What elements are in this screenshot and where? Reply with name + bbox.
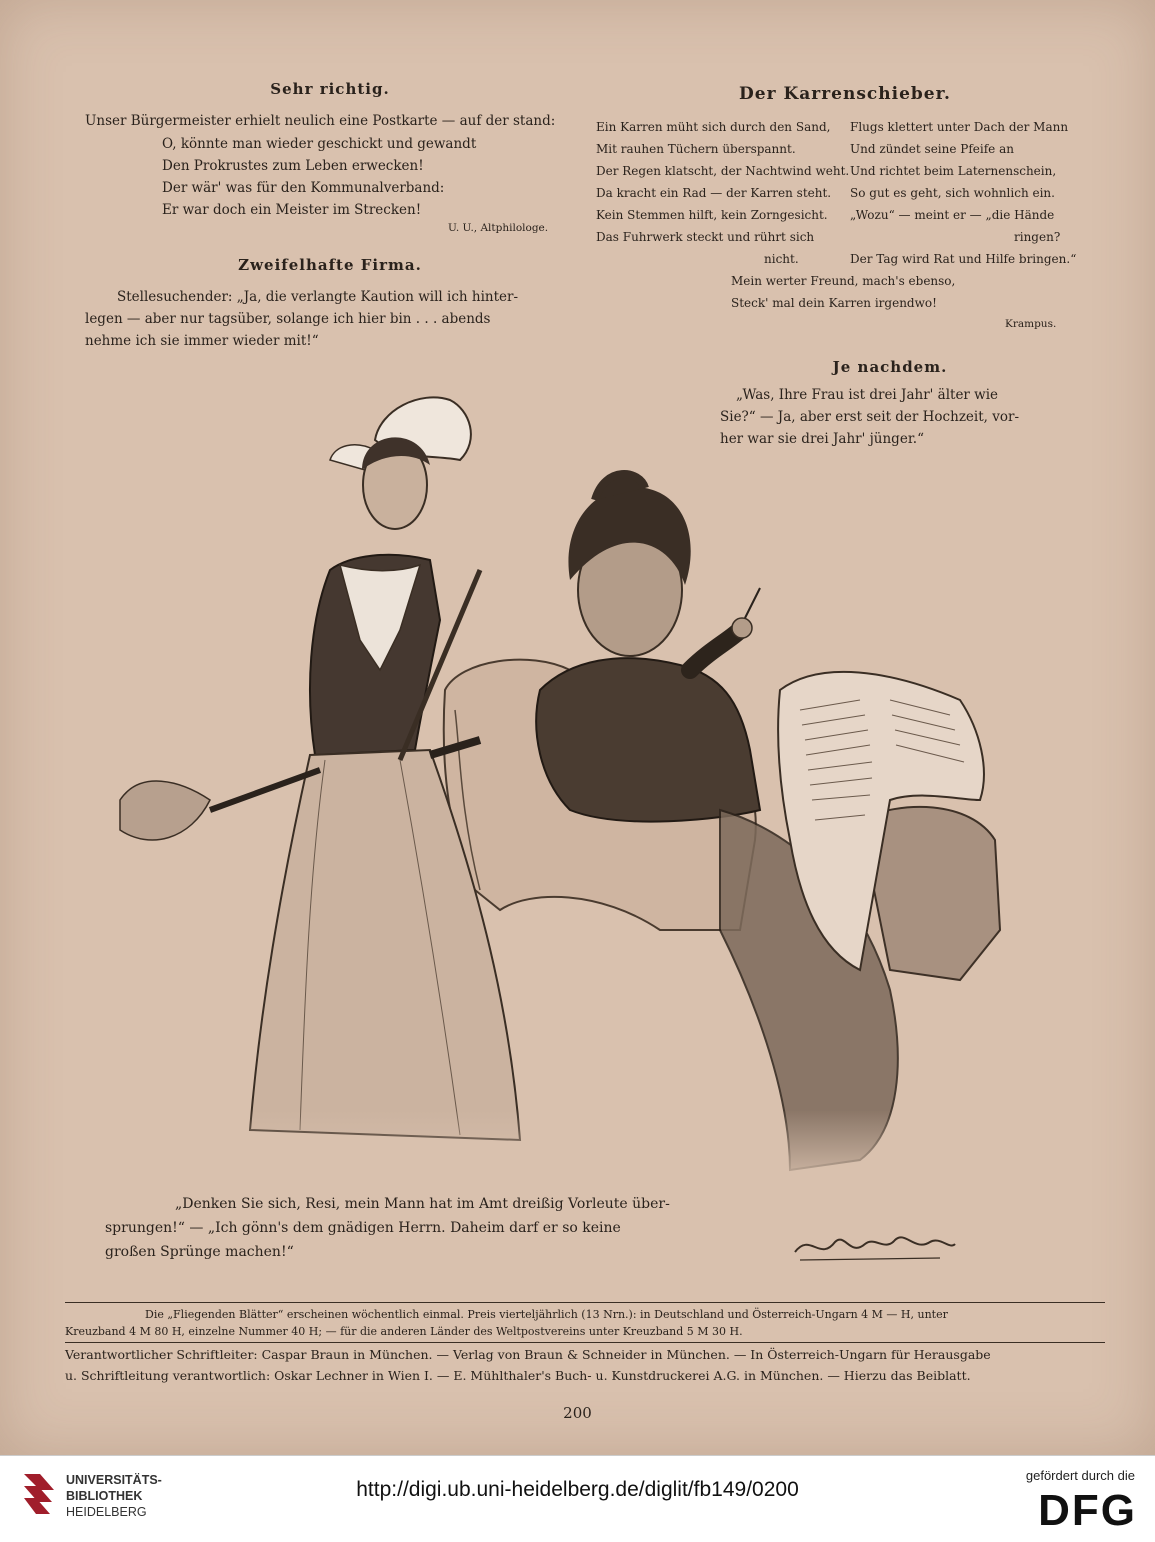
page-number: 200 xyxy=(563,1404,592,1422)
notice-line: Die „Fliegenden Blätter“ erscheinen wöchentlich einmal. Preis vierteljährlich (13 Nrn.): in Deutschland und Österreich-Ungarn 4 M — H, unter xyxy=(145,1308,948,1321)
verse-line: Kein Stemmen hilft, kein Zorngesicht. xyxy=(596,208,828,222)
verse-line: Und zündet seine Pfeife an xyxy=(850,142,1014,156)
illustration-caption xyxy=(105,1192,670,1264)
verse-right xyxy=(850,116,1076,270)
divider-top xyxy=(65,1302,1105,1303)
article-title-zweifelhafte-firma: Zweifelhafte Firma. xyxy=(238,256,422,274)
poem-line: Er war doch ein Meister im Strecken! xyxy=(162,202,422,218)
verse-line: Flugs klettert unter Dach der Mann xyxy=(850,120,1069,134)
poem-line: Den Prokrustes zum Leben erwecken! xyxy=(162,158,424,174)
poem-line: Der wär' was für den Kommunalverband: xyxy=(162,180,445,196)
dfg-logo[interactable]: DFG xyxy=(1038,1486,1137,1535)
caption-line: „Denken Sie sich, Resi, mein Mann hat im Amt dreißig Vorleute über- xyxy=(175,1196,670,1212)
article-body-firma xyxy=(85,286,518,352)
body-line: Sie?“ — Ja, aber erst seit der Hochzeit, vor- xyxy=(720,409,1020,425)
imprint-line: u. Schriftleitung verantwortlich: Oskar Lechner in Wien I. — E. Mühlthaler's Buch- u. Kunstdruckerei A.G. in München. — Hierzu das Beiblatt. xyxy=(65,1368,971,1383)
logo-line: UNIVERSITÄTS- xyxy=(66,1473,162,1487)
logo-line: BIBLIOTHEK xyxy=(66,1489,143,1503)
verse-line: ringen? xyxy=(1014,230,1061,244)
verse-line: nicht. xyxy=(764,252,799,266)
verse-line: „Wozu“ — meint er — „die Hände xyxy=(850,208,1055,222)
notice-line: Kreuzband 4 M 80 H, einzelne Nummer 40 H; — für die anderen Länder des Weltpostvereins unter Kreuzband 5 M 30 H. xyxy=(65,1325,743,1338)
verse-line: So gut es geht, sich wohnlich ein. xyxy=(850,186,1055,200)
subscription-notice xyxy=(65,1306,948,1340)
funded-by-label: gefördert durch die xyxy=(1025,1468,1135,1483)
illustration-maid-and-lady xyxy=(100,370,1090,1190)
body-line: legen — aber nur tagsüber, solange ich hier bin . . . abends xyxy=(85,311,491,327)
poem-block xyxy=(162,133,476,221)
article-title-sehr-richtig: Sehr richtig. xyxy=(270,80,390,98)
verse-left xyxy=(596,116,849,270)
body-line: Stellesuchender: „Ja, die verlangte Kaution will ich hinter- xyxy=(117,289,519,305)
body-line: nehme ich sie immer wieder mit!“ xyxy=(85,333,319,349)
caption-line: großen Sprünge machen!“ xyxy=(105,1244,294,1260)
article-title-karrenschieber: Der Karrenschieber. xyxy=(739,84,951,104)
permalink-url[interactable]: http://digi.ub.uni-heidelberg.de/diglit/fb149/0200 xyxy=(356,1478,799,1501)
verse-line: Da kracht ein Rad — der Karren steht. xyxy=(596,186,832,200)
artist-signature xyxy=(790,1222,960,1272)
body-line: her war sie drei Jahr' jünger.“ xyxy=(720,431,924,447)
divider-bottom xyxy=(65,1342,1105,1343)
verse-line: Mit rauhen Tüchern überspannt. xyxy=(596,142,796,156)
verse-line: Ein Karren müht sich durch den Sand, xyxy=(596,120,831,134)
imprint xyxy=(65,1344,991,1386)
logo-line: HEIDELBERG xyxy=(66,1505,147,1519)
poem-line: O, könnte man wieder geschickt und gewandt xyxy=(162,136,477,152)
verse-line: Und richtet beim Laternenschein, xyxy=(850,164,1057,178)
caption-line: sprungen!“ — „Ich gönn's dem gnädigen Herrn. Daheim darf er so keine xyxy=(105,1220,621,1236)
verse-line: Das Fuhrwerk steckt und rührt sich xyxy=(596,230,815,244)
verse-line: Steck' mal dein Karren irgendwo! xyxy=(731,296,937,310)
verse-line: Der Tag wird Rat und Hilfe bringen.“ xyxy=(850,252,1077,266)
article-intro: Unser Bürgermeister erhielt neulich eine Postkarte — auf der stand: xyxy=(85,113,556,129)
article-title-je-nachdem: Je nachdem. xyxy=(832,358,948,376)
imprint-line: Verantwortlicher Schriftleiter: Caspar Braun in München. — Verlag von Braun & Schneider in München. — In Österreich-Ungarn für Herausgabe xyxy=(65,1347,991,1362)
signature-altphilologe: U. U., Altphilologe. xyxy=(448,222,549,234)
verse-closing xyxy=(731,270,955,314)
body-line: „Was, Ihre Frau ist drei Jahr' älter wie xyxy=(736,387,999,403)
verse-line: Der Regen klatscht, der Nachtwind weht. xyxy=(596,164,850,178)
footer-bar xyxy=(0,1455,1155,1542)
verse-line: Mein werter Freund, mach's ebenso, xyxy=(731,274,956,288)
signature-krampus: Krampus. xyxy=(1005,318,1057,330)
